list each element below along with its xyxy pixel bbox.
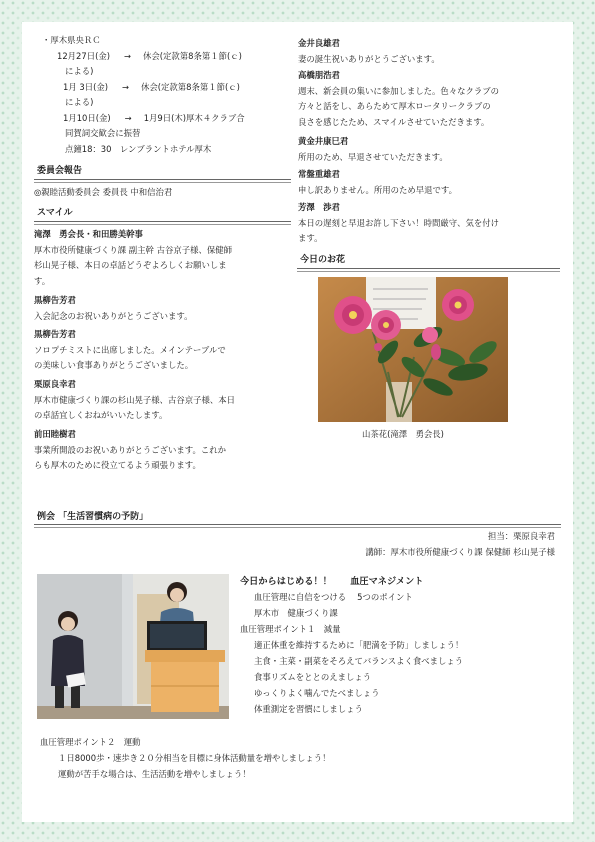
smile-entry-name: 黒柳告芳君 (34, 329, 76, 339)
lecture-heading-sub2: 厚木市 健康づくり課 (254, 608, 338, 618)
smile-entry-text: 杉山晃子様、本日の卓話どうぞよろしくお願いしま (34, 260, 227, 270)
smile-entry-text: の卓話宜しくおねがいいたします。 (34, 410, 168, 420)
smile-entry-name: 前田睦樹君 (34, 429, 76, 439)
right-entry-text: 所用のため、早退させていただきます。 (298, 151, 448, 162)
schedule-row-2: による) (65, 66, 94, 76)
right-entry-text: ます。 (298, 233, 323, 243)
smile-rule (34, 221, 291, 225)
flower-photo (318, 277, 508, 422)
flower-title: 今日のお花 (300, 255, 346, 265)
right-entry-name: 芳澤 渉君 (298, 202, 340, 212)
point1-item: 適正体重を維持するために「肥満を予防」しましょう！ (254, 640, 464, 650)
right-entry-5 (298, 200, 499, 247)
committee-line: ◎親睦活動委員会 委員長 中和信治君 (34, 187, 173, 197)
schedule-row-4: による) (65, 97, 94, 107)
point1-item: ゆっくりよく噛んでたべましょう (254, 688, 380, 698)
right-entry-text: 良さを感じたため、スマイルさせていただきます。 (298, 116, 490, 127)
smile-entry-text: 厚木市健康づくり課の杉山晃子様、古谷京子様、本日 (34, 394, 235, 405)
right-entry-3 (298, 134, 448, 165)
right-entry-4 (298, 167, 457, 198)
smile-entry-text: ソロプチミストに出席しました。メインテーブルで (34, 344, 226, 355)
smile-entry-2 (34, 293, 192, 324)
point2-item: 運動が苦手な場合は、生活活動を増やしましょう！ (58, 769, 251, 779)
point1-item: 主食・主菜・副菜をそろえてバランスよく食べましょう (254, 656, 464, 666)
right-entry-text: 申し訳ありません。所用のため早退です。 (298, 184, 457, 195)
smile-title: スマイル (37, 208, 73, 218)
point2-item: １日8000歩・速歩き２０分相当を目標に身体活動量を増やしましょう！ (58, 753, 331, 763)
lecture-title: 例会 「生活習慣病の予防」 (37, 512, 149, 522)
camellia-image (318, 277, 508, 422)
point2-title: 血圧管理ポイント２ 運動 (40, 737, 141, 747)
smile-entry-text: の美味しい食事ありがとうございました。 (34, 360, 194, 370)
right-entry-name: 金井良雄君 (298, 38, 340, 48)
schedule-row-5: 1月10日(金) → 1月9日(木)厚木４クラブ合 (63, 113, 245, 123)
lecture-heading-sub1: 血圧管理に自信をつける 5つのポイント (254, 592, 413, 602)
lecture-heading-main: 今日からはじめる！！ 血圧マネジメント (240, 576, 424, 587)
schedule-row-6: 同賀詞交歓会に振替 (65, 128, 141, 138)
speakers-image (37, 574, 229, 719)
smile-entry-name: 黒柳告芳君 (34, 295, 76, 305)
right-entry-name: 常盤重雄君 (298, 169, 340, 179)
smile-entry-name: 栗原良幸君 (34, 379, 76, 389)
smile-entry-1 (34, 227, 232, 289)
right-entry-text: 方々と話をし、あらためて厚木ロータリークラブの (298, 101, 491, 111)
smile-entry-text: らも厚木のために役立てるよう頑張ります。 (34, 460, 201, 470)
point1-item: 食事リズムをととのえましょう (254, 672, 372, 682)
right-entry-1 (298, 36, 440, 67)
page-sheet (22, 22, 573, 822)
smile-entry-name: 滝澤 勇会長・和田勝美幹事 (34, 229, 143, 239)
flower-rule (297, 268, 560, 272)
lecture-rule (34, 524, 561, 528)
schedule-row-3: 1月 3日(金) → 休会(定款第8条第１節(ｃ) (63, 82, 240, 92)
lecture-photo (37, 574, 229, 719)
smile-entry-4 (34, 377, 235, 424)
right-entry-2 (298, 68, 499, 130)
smile-entry-3 (34, 327, 226, 374)
schedule-header: ・厚木県央ＲＣ (42, 35, 101, 45)
schedule-row-7: 点鐘18：30 レンブラントホテル厚木 (65, 144, 212, 154)
lecture-host: 担当：栗原良幸君 (488, 531, 555, 541)
right-entry-text: 週末、新会員の集いに参加しました。色々なクラブの (298, 85, 499, 96)
smile-entry-text: 事業所開設のお祝いありがとうございます。これか (34, 444, 226, 455)
right-entry-text: 妻の誕生祝いありがとうございます。 (298, 53, 440, 64)
committee-rule (34, 179, 291, 183)
smile-entry-text: 入会記念のお祝いありがとうございます。 (34, 310, 193, 321)
right-entry-text: 本日の遅刻と早退お許し下さい！時間厳守、気を付け (298, 217, 499, 228)
right-entry-name: 高橋朋浩君 (298, 70, 340, 80)
smile-entry-5 (34, 427, 226, 474)
point1-title: 血圧管理ポイント１ 減量 (240, 624, 341, 634)
schedule-row-1: 12月27日(金) → 休会(定款第8条第１節(ｃ) (57, 51, 242, 61)
committee-title: 委員会報告 (37, 166, 83, 176)
flower-caption: 山茶花(滝澤 勇会長) (362, 429, 444, 439)
right-entry-name: 黄金井康巳君 (298, 136, 349, 146)
smile-entry-text: 厚木市役所健康づくり課 副主幹 古谷京子様、保健師 (34, 244, 232, 255)
lecture-speaker: 講師：厚木市役所健康づくり課 保健師 杉山晃子様 (365, 547, 555, 557)
point1-item: 体重測定を習慣にしましょう (254, 704, 363, 714)
smile-entry-text: す。 (34, 275, 51, 286)
